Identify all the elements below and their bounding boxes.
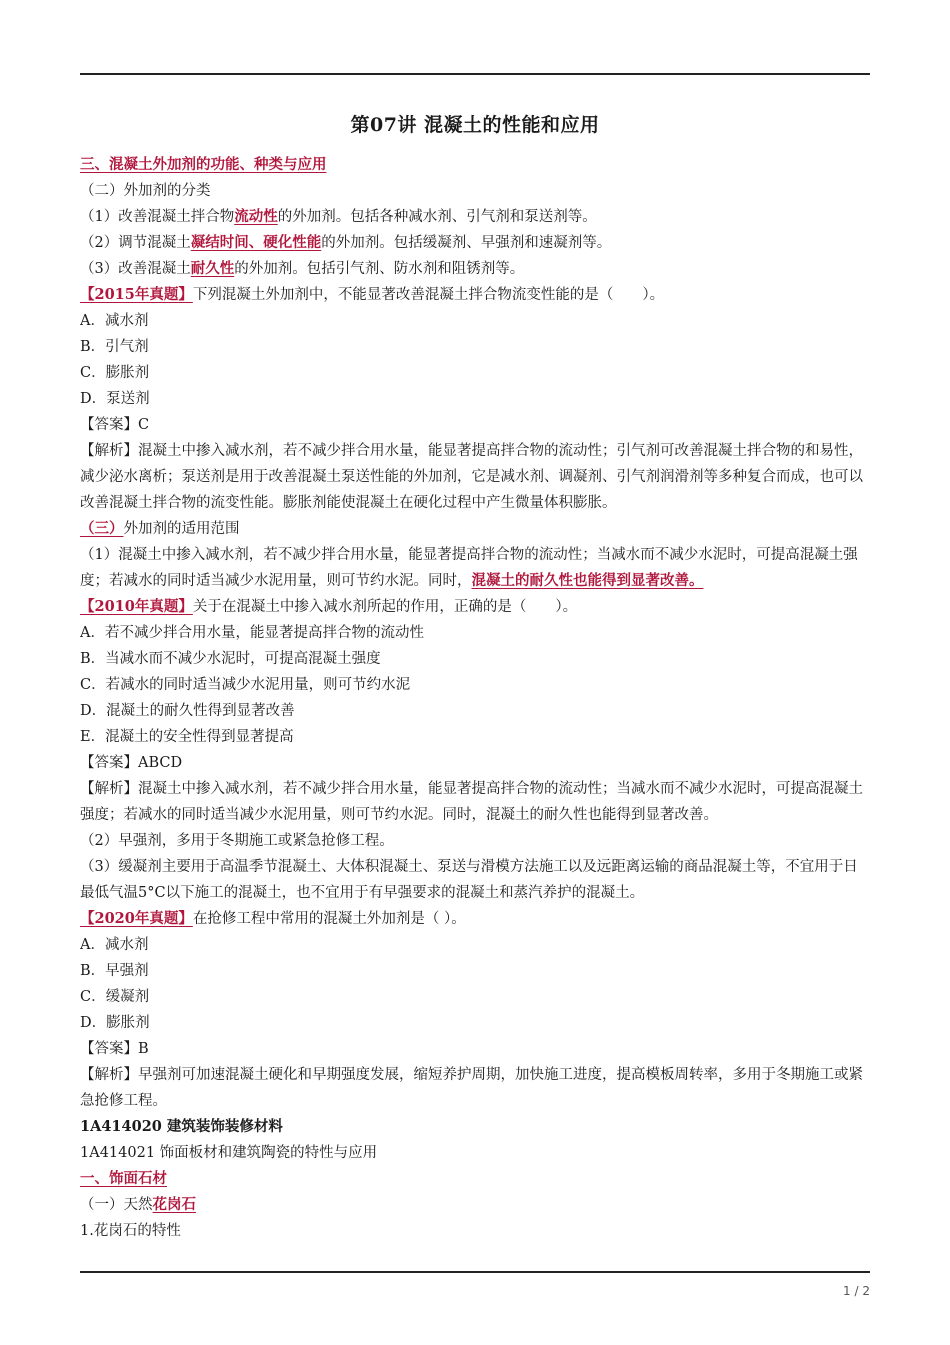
keyword-highlight: 流动性 xyxy=(234,208,278,225)
scope-paragraph-3: （3）缓凝剂主要用于高温季节混凝土、大体积混凝土、泵送与滑模方法施工以及远距离运输的商品混凝土等，不宜用于日最低气温5°C以下施工的混凝土，也不宜用于有早强要求的混凝土和蒸汽养护的混凝土。 xyxy=(80,859,858,901)
option-c: C．若减水的同时适当减少水泥用量，则可节约水泥 xyxy=(80,677,411,693)
option-d: D．泵送剂 xyxy=(80,391,150,407)
classification-heading: （二）外加剂的分类 xyxy=(80,183,211,199)
option-d: D．混凝土的耐久性得到显著改善 xyxy=(80,703,295,719)
stone-heading: 一、饰面石材 xyxy=(80,1170,167,1187)
question-2015: 【2015年真题】下列混凝土外加剂中，不能显著改善混凝土拌合物流变性能的是（ ）。 xyxy=(80,286,665,303)
option-c: C．膨胀剂 xyxy=(80,365,150,381)
question-2010: 【2010年真题】关于在混凝土中掺入减水剂所起的作用，正确的是（ ）。 xyxy=(80,598,578,615)
answer: 【答案】ABCD xyxy=(80,755,183,771)
granite-heading: （一）天然花岗石 xyxy=(80,1196,196,1213)
subsection-heading: 1A414021 饰面板材和建筑陶瓷的特性与应用 xyxy=(80,1145,378,1161)
exam-tag: 【2020年真题】 xyxy=(80,910,193,927)
answer: 【答案】C xyxy=(80,417,150,433)
keyword-highlight: 混凝土的耐久性也能得到显著改善。 xyxy=(471,572,704,589)
page-number: 1 / 2 xyxy=(843,1284,870,1298)
document-body xyxy=(80,152,870,1244)
footer-rule xyxy=(80,1271,870,1273)
exam-tag: 【2010年真题】 xyxy=(80,598,193,615)
option-e: E．混凝土的安全性得到显著提高 xyxy=(80,729,294,745)
option-b: B．早强剂 xyxy=(80,963,149,979)
question-2020: 【2020年真题】在抢修工程中常用的混凝土外加剂是（ ）。 xyxy=(80,910,466,927)
option-a: A．减水剂 xyxy=(80,937,149,953)
option-c: C．缓凝剂 xyxy=(80,989,150,1005)
scope-heading: （三）外加剂的适用范围 xyxy=(80,520,240,537)
classification-item-2: （2）调节混凝土凝结时间、硬化性能的外加剂。包括缓凝剂、早强剂和速凝剂等。 xyxy=(80,234,612,251)
analysis: 【解析】混凝土中掺入减水剂，若不减少拌合用水量，能显著提高拌合物的流动性；引气剂可改善混凝土拌合物的和易性，减少泌水离析；泵送剂是用于改善混凝土泵送性能的外加剂，它是减水剂、调凝剂、引气剂润滑剂等多种复合而成，也可以改善混凝土拌合物的流变性能。膨胀剂能使混凝土在硬化过程中产生微量体积膨胀。 xyxy=(80,443,863,511)
option-b: B．当减水而不减少水泥时，可提高混凝土强度 xyxy=(80,651,381,667)
keyword-highlight: 凝结时间、硬化性能 xyxy=(190,234,322,251)
option-b: B．引气剂 xyxy=(80,339,149,355)
keyword-highlight: 耐久性 xyxy=(190,260,235,277)
classification-item-3: （3）改善混凝土耐久性的外加剂。包括引气剂、防水剂和阻锈剂等。 xyxy=(80,260,525,277)
header-rule xyxy=(80,73,870,75)
analysis: 【解析】早强剂可加速混凝土硬化和早期强度发展，缩短养护周期，加快施工进度，提高模板周转率，多用于冬期施工或紧急抢修工程。 xyxy=(80,1067,863,1109)
answer: 【答案】B xyxy=(80,1041,149,1057)
option-a: A．若不减少拌合用水量，能显著提高拌合物的流动性 xyxy=(80,625,424,641)
granite-properties-heading: 1.花岗石的特性 xyxy=(80,1223,181,1239)
option-a: A．减水剂 xyxy=(80,313,149,329)
exam-tag: 【2015年真题】 xyxy=(80,286,193,303)
scope-paragraph-1: （1）混凝土中掺入减水剂，若不减少拌合用水量，能显著提高拌合物的流动性；当减水而不减少水泥时，可提高混凝土强度；若减水的同时适当减少水泥用量，则可节约水泥。同时，混凝土的耐久性也能得到显著改善。 xyxy=(80,547,858,589)
page-title: 第07讲 混凝土的性能和应用 xyxy=(350,114,600,136)
section-heading: 三、混凝土外加剂的功能、种类与应用 xyxy=(80,156,327,173)
option-d: D．膨胀剂 xyxy=(80,1015,150,1031)
scope-paragraph-2: （2）早强剂，多用于冬期施工或紧急抢修工程。 xyxy=(80,833,394,849)
classification-item-1: （1）改善混凝土拌合物流动性的外加剂。包括各种减水剂、引气剂和泵送剂等。 xyxy=(80,208,597,225)
section-code-heading: 1A414020 建筑装饰装修材料 xyxy=(80,1118,283,1135)
analysis: 【解析】混凝土中掺入减水剂，若不减少拌合用水量，能显著提高拌合物的流动性；当减水而不减少水泥时，可提高混凝土强度；若减水的同时适当减少水泥用量，则可节约水泥。同时，混凝土的耐久性也能得到显著改善。 xyxy=(80,781,863,823)
